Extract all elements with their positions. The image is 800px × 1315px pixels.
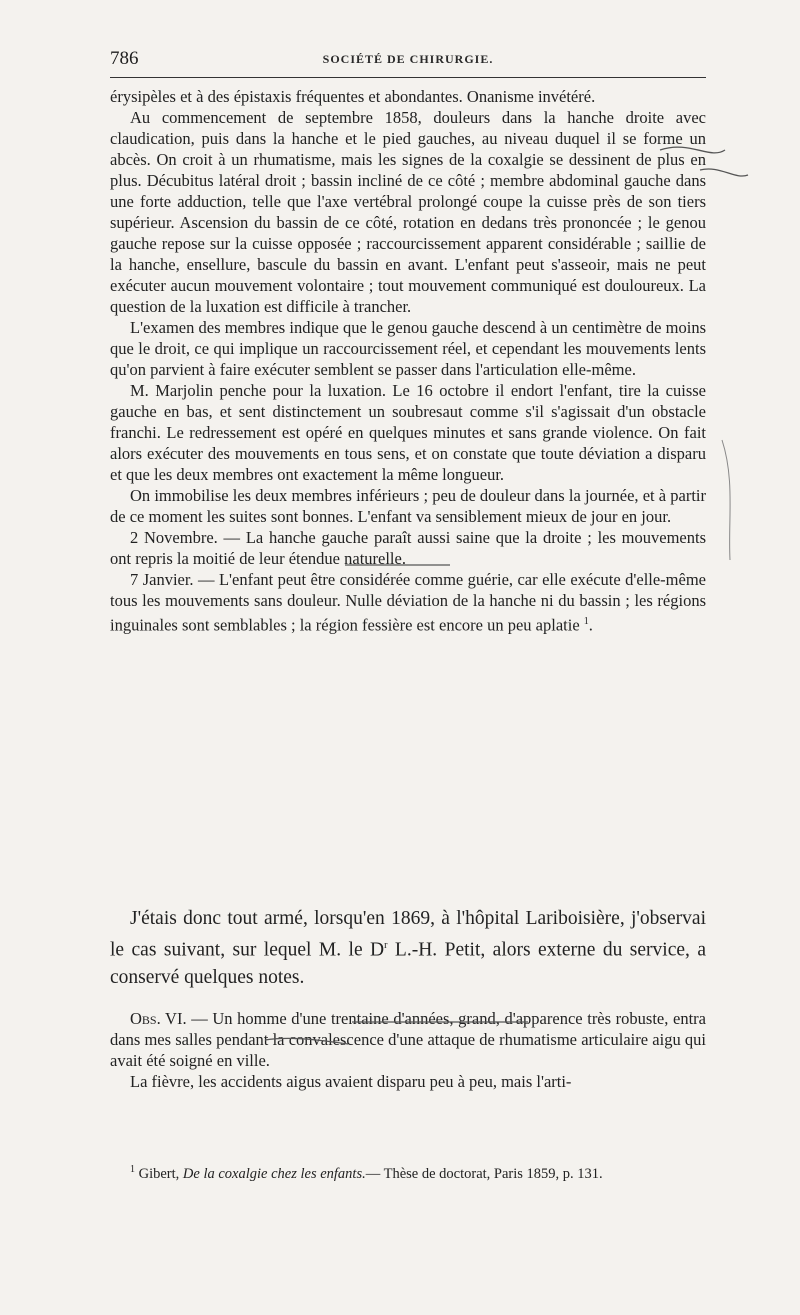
footnote-text [110, 1160, 706, 1184]
obs-text-1: — Un homme d'une trentaine d'années, grand, d'apparence très robuste, entra dans mes salles pendant la convalescence d'une attaque de rhumatisme articulaire aigu qui avait été soigné en ville. [110, 1009, 706, 1070]
transition-text-start: J'étais donc tout armé, lorsqu'en 1869, à l'hôpital Lariboisière, j'observai le cas suivant, sur lequel M. le D [110, 908, 706, 961]
observation-6 [110, 1008, 706, 1092]
footnote-reference: 1 [583, 616, 589, 627]
obs-paragraph-2: La fièvre, les accidents aigus avaient disparu peu à peu, mais l'arti- [130, 1072, 572, 1091]
transition-text-end: L.-H. Petit, alors externe du service, a conservé quelques notes. [110, 939, 706, 988]
page-number: 786 [110, 48, 139, 69]
footnote [110, 1160, 706, 1184]
obs-paragraph-1 [110, 1008, 706, 1071]
paragraph-2: Au commencement de septembre 1858, douleurs dans la hanche droite avec claudication, puis dans la hanche et le pied gauches, au niveau duquel il se forme un abcès. On croit à un rhumatisme, mais les signes de la coxalgie se dessinent de plus en plus. Décubitus latéral droit ; bassin incliné de ce côté ; membre abdominal gauche dans une forte adduction, telle que l'axe vertébral prolongé coupe la cuisse près de son tiers supérieur. Ascension du bassin de ce côté, rotation en dedans très prononcée ; le genou gauche repose sur la cuisse opposée ; raccourcissement apparent considérable ; saillie de la hanche, ensellure, bascule du bassin en avant. L'enfant peut s'asseoir, mais ne peut exécuter aucun mouvement volontaire ; tout mouvement communiqué est douloureux. La question de la luxation est difficile à trancher. [110, 108, 706, 316]
paragraph-1: érysipèles et à des épistaxis fréquentes et abondantes. Onanisme invétéré. [110, 87, 596, 106]
running-title: SOCIÉTÉ DE CHIRURGIE. [322, 52, 494, 66]
header-rule [110, 77, 706, 78]
paragraph-5: On immobilise les deux membres inférieurs ; peu de douleur dans la journée, et à partir de ce moment les suites sont bonnes. L'enfant va sensiblement mieux de jour en jour. [110, 486, 706, 526]
footnote-author: Gibert, [135, 1165, 183, 1182]
paragraph-7-text: 7 Janvier. — L'enfant peut être considérée comme guérie, car elle exécute d'elle-même tous les mouvements sans douleur. Nulle déviation de la hanche ni du bassin ; les régions inguinales sont semblables ; la région fessière est encore un peu aplatie [110, 570, 706, 635]
doctor-abbrev-sup: r [384, 940, 388, 951]
pencil-margin-mark [722, 440, 730, 560]
obs-label: Obs. VI. [130, 1009, 187, 1028]
case-text [110, 86, 706, 636]
transition-text [110, 905, 706, 991]
footnote-title: De la coxalgie chez les enfants. [182, 1165, 366, 1182]
paragraph-7: 7 Janvier. — L'enfant peut être considérée comme guérie, car elle exécute d'elle-même tous les mouvements sans douleur. Nulle déviation de la hanche ni du bassin ; les régions inguinales sont semblables ; la région fessière est encore un peu aplatie $^1$. [110, 570, 706, 635]
paragraph-3: L'examen des membres indique que le genou gauche descend à un centimètre de moins que le droit, ce qui implique un raccourcissement réel, et cependant les mouvements lents qu'on parvient à faire exécuter semblent se passer dans l'articulation elle-même. [110, 318, 706, 379]
footnote-rest: — Thèse de doctorat, Paris 1859, p. 131. [365, 1165, 603, 1182]
paragraph-6: 2 Novembre. — La hanche gauche paraît aussi saine que la droite ; les mouvements ont repris la moitié de leur étendue naturelle. [110, 528, 706, 568]
page-header [110, 48, 706, 70]
transition-paragraph [110, 905, 706, 991]
paragraph-4: M. Marjolin penche pour la luxation. Le 16 octobre il endort l'enfant, tire la cuisse gauche en bas, et sent distinctement un soubresaut comme s'il s'agissait d'un obstacle franchi. Le redressement est opéré en quelques minutes et sans grande violence. On fait alors exécuter des mouvements en tous sens, et on constate que toute déviation a disparu et que les deux membres ont exactement la même longueur. [110, 381, 706, 484]
footnote-mark: 1 [130, 1164, 135, 1175]
page [110, 0, 706, 1315]
